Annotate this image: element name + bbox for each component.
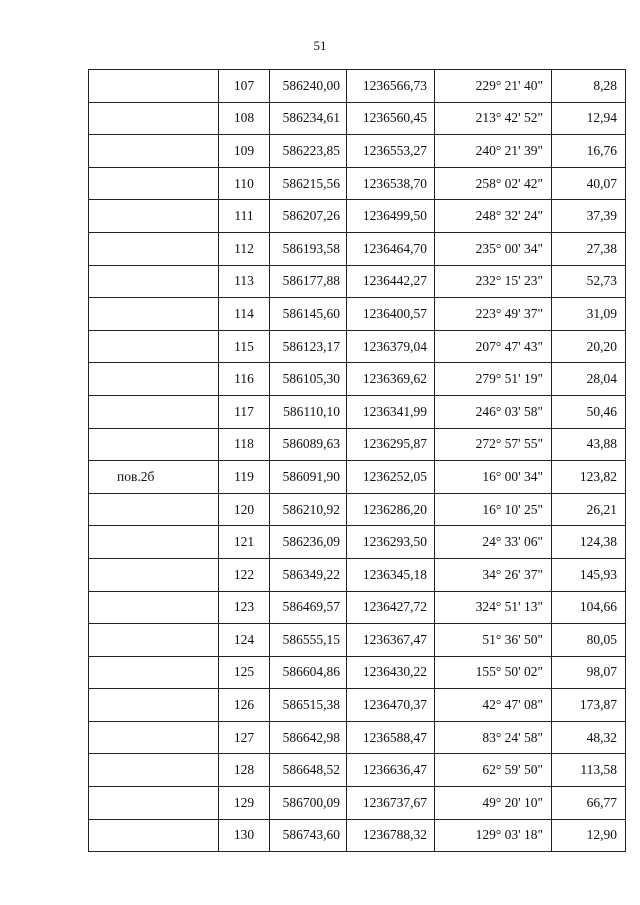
y-coordinate: 1236400,57 (347, 298, 435, 331)
point-number: 114 (219, 298, 270, 331)
y-coordinate: 1236286,20 (347, 493, 435, 526)
segment-length: 66,77 (552, 787, 626, 820)
x-coordinate: 586515,38 (270, 689, 347, 722)
segment-length: 173,87 (552, 689, 626, 722)
x-coordinate: 586743,60 (270, 819, 347, 852)
row-label (89, 232, 219, 265)
direction-angle: 246° 03' 58" (435, 395, 552, 428)
row-label (89, 363, 219, 396)
table-row (89, 526, 626, 559)
row-label (89, 265, 219, 298)
direction-angle: 83° 24' 58" (435, 721, 552, 754)
segment-length: 145,93 (552, 558, 626, 591)
x-coordinate: 586091,90 (270, 461, 347, 494)
y-coordinate: 1236293,50 (347, 526, 435, 559)
segment-length: 8,28 (552, 70, 626, 103)
table-row (89, 819, 626, 852)
x-coordinate: 586110,10 (270, 395, 347, 428)
table-row (89, 461, 626, 494)
segment-length: 37,39 (552, 200, 626, 233)
segment-length: 28,04 (552, 363, 626, 396)
point-number: 119 (219, 461, 270, 494)
table-row (89, 493, 626, 526)
table-row (89, 167, 626, 200)
x-coordinate: 586642,98 (270, 721, 347, 754)
row-label (89, 819, 219, 852)
y-coordinate: 1236737,67 (347, 787, 435, 820)
y-coordinate: 1236341,99 (347, 395, 435, 428)
point-number: 126 (219, 689, 270, 722)
segment-length: 98,07 (552, 656, 626, 689)
x-coordinate: 586648,52 (270, 754, 347, 787)
x-coordinate: 586207,26 (270, 200, 347, 233)
y-coordinate: 1236379,04 (347, 330, 435, 363)
page-number: 51 (313, 38, 327, 53)
x-coordinate: 586604,86 (270, 656, 347, 689)
y-coordinate: 1236538,70 (347, 167, 435, 200)
row-label (89, 721, 219, 754)
y-coordinate: 1236566,73 (347, 70, 435, 103)
direction-angle: 272° 57' 55" (435, 428, 552, 461)
x-coordinate: 586240,00 (270, 70, 347, 103)
y-coordinate: 1236295,87 (347, 428, 435, 461)
x-coordinate: 586469,57 (270, 591, 347, 624)
segment-length: 123,82 (552, 461, 626, 494)
point-number: 128 (219, 754, 270, 787)
row-label (89, 558, 219, 591)
table-row (89, 395, 626, 428)
segment-length: 16,76 (552, 135, 626, 168)
x-coordinate: 586145,60 (270, 298, 347, 331)
point-number: 116 (219, 363, 270, 396)
row-label (89, 330, 219, 363)
y-coordinate: 1236430,22 (347, 656, 435, 689)
direction-angle: 24° 33' 06" (435, 526, 552, 559)
direction-angle: 155° 50' 02" (435, 656, 552, 689)
x-coordinate: 586105,30 (270, 363, 347, 396)
table-row (89, 689, 626, 722)
direction-angle: 229° 21' 40" (435, 70, 552, 103)
row-label (89, 70, 219, 103)
y-coordinate: 1236252,05 (347, 461, 435, 494)
x-coordinate: 586210,92 (270, 493, 347, 526)
row-label (89, 656, 219, 689)
point-number: 115 (219, 330, 270, 363)
table-row (89, 721, 626, 754)
point-number: 107 (219, 70, 270, 103)
segment-length: 26,21 (552, 493, 626, 526)
segment-length: 43,88 (552, 428, 626, 461)
y-coordinate: 1236560,45 (347, 102, 435, 135)
point-number: 118 (219, 428, 270, 461)
row-label (89, 135, 219, 168)
x-coordinate: 586234,61 (270, 102, 347, 135)
point-number: 109 (219, 135, 270, 168)
segment-length: 124,38 (552, 526, 626, 559)
point-number: 123 (219, 591, 270, 624)
y-coordinate: 1236553,27 (347, 135, 435, 168)
point-number: 110 (219, 167, 270, 200)
x-coordinate: 586236,09 (270, 526, 347, 559)
coordinates-table (88, 69, 626, 852)
table-row (89, 330, 626, 363)
segment-length: 50,46 (552, 395, 626, 428)
y-coordinate: 1236345,18 (347, 558, 435, 591)
point-number: 124 (219, 624, 270, 657)
row-label (89, 200, 219, 233)
direction-angle: 223° 49' 37" (435, 298, 552, 331)
direction-angle: 240° 21' 39" (435, 135, 552, 168)
table-row (89, 298, 626, 331)
coordinates-table-body (89, 70, 626, 852)
y-coordinate: 1236442,27 (347, 265, 435, 298)
direction-angle: 49° 20' 10" (435, 787, 552, 820)
y-coordinate: 1236588,47 (347, 721, 435, 754)
segment-length: 27,38 (552, 232, 626, 265)
direction-angle: 207° 47' 43" (435, 330, 552, 363)
row-label (89, 493, 219, 526)
y-coordinate: 1236788,32 (347, 819, 435, 852)
segment-length: 52,73 (552, 265, 626, 298)
y-coordinate: 1236470,37 (347, 689, 435, 722)
direction-angle: 279° 51' 19" (435, 363, 552, 396)
y-coordinate: 1236367,47 (347, 624, 435, 657)
segment-length: 12,90 (552, 819, 626, 852)
segment-length: 80,05 (552, 624, 626, 657)
table-row (89, 754, 626, 787)
table-row (89, 428, 626, 461)
point-number: 121 (219, 526, 270, 559)
y-coordinate: 1236464,70 (347, 232, 435, 265)
direction-angle: 213° 42' 52" (435, 102, 552, 135)
segment-length: 48,32 (552, 721, 626, 754)
row-label (89, 754, 219, 787)
x-coordinate: 586089,63 (270, 428, 347, 461)
point-number: 130 (219, 819, 270, 852)
row-label (89, 167, 219, 200)
table-row (89, 624, 626, 657)
direction-angle: 62° 59' 50" (435, 754, 552, 787)
row-label (89, 102, 219, 135)
table-row (89, 200, 626, 233)
row-label (89, 689, 219, 722)
y-coordinate: 1236636,47 (347, 754, 435, 787)
table-row (89, 70, 626, 103)
direction-angle: 235° 00' 34" (435, 232, 552, 265)
row-label (89, 624, 219, 657)
table-row (89, 591, 626, 624)
row-label (89, 591, 219, 624)
direction-angle: 16° 00' 34" (435, 461, 552, 494)
table-row (89, 232, 626, 265)
table-row (89, 102, 626, 135)
x-coordinate: 586223,85 (270, 135, 347, 168)
segment-length: 31,09 (552, 298, 626, 331)
segment-length: 12,94 (552, 102, 626, 135)
point-number: 120 (219, 493, 270, 526)
table-row (89, 558, 626, 591)
point-number: 111 (219, 200, 270, 233)
point-number: 113 (219, 265, 270, 298)
y-coordinate: 1236499,50 (347, 200, 435, 233)
row-label (89, 395, 219, 428)
y-coordinate: 1236427,72 (347, 591, 435, 624)
row-label (89, 428, 219, 461)
direction-angle: 248° 32' 24" (435, 200, 552, 233)
table-row (89, 265, 626, 298)
point-number: 108 (219, 102, 270, 135)
row-label (89, 298, 219, 331)
x-coordinate: 586193,58 (270, 232, 347, 265)
row-label (89, 787, 219, 820)
point-number: 129 (219, 787, 270, 820)
direction-angle: 34° 26' 37" (435, 558, 552, 591)
direction-angle: 42° 47' 08" (435, 689, 552, 722)
direction-angle: 232° 15' 23" (435, 265, 552, 298)
segment-length: 40,07 (552, 167, 626, 200)
point-number: 125 (219, 656, 270, 689)
row-label: пов.2б (89, 461, 219, 494)
row-label (89, 526, 219, 559)
segment-length: 113,58 (552, 754, 626, 787)
direction-angle: 129° 03' 18" (435, 819, 552, 852)
y-coordinate: 1236369,62 (347, 363, 435, 396)
segment-length: 20,20 (552, 330, 626, 363)
point-number: 112 (219, 232, 270, 265)
point-number: 122 (219, 558, 270, 591)
x-coordinate: 586177,88 (270, 265, 347, 298)
x-coordinate: 586215,56 (270, 167, 347, 200)
segment-length: 104,66 (552, 591, 626, 624)
x-coordinate: 586123,17 (270, 330, 347, 363)
direction-angle: 258° 02' 42" (435, 167, 552, 200)
point-number: 117 (219, 395, 270, 428)
x-coordinate: 586555,15 (270, 624, 347, 657)
direction-angle: 324° 51' 13" (435, 591, 552, 624)
x-coordinate: 586349,22 (270, 558, 347, 591)
direction-angle: 16° 10' 25" (435, 493, 552, 526)
direction-angle: 51° 36' 50" (435, 624, 552, 657)
table-row (89, 363, 626, 396)
table-row (89, 656, 626, 689)
table-row (89, 787, 626, 820)
table-row (89, 135, 626, 168)
x-coordinate: 586700,09 (270, 787, 347, 820)
point-number: 127 (219, 721, 270, 754)
